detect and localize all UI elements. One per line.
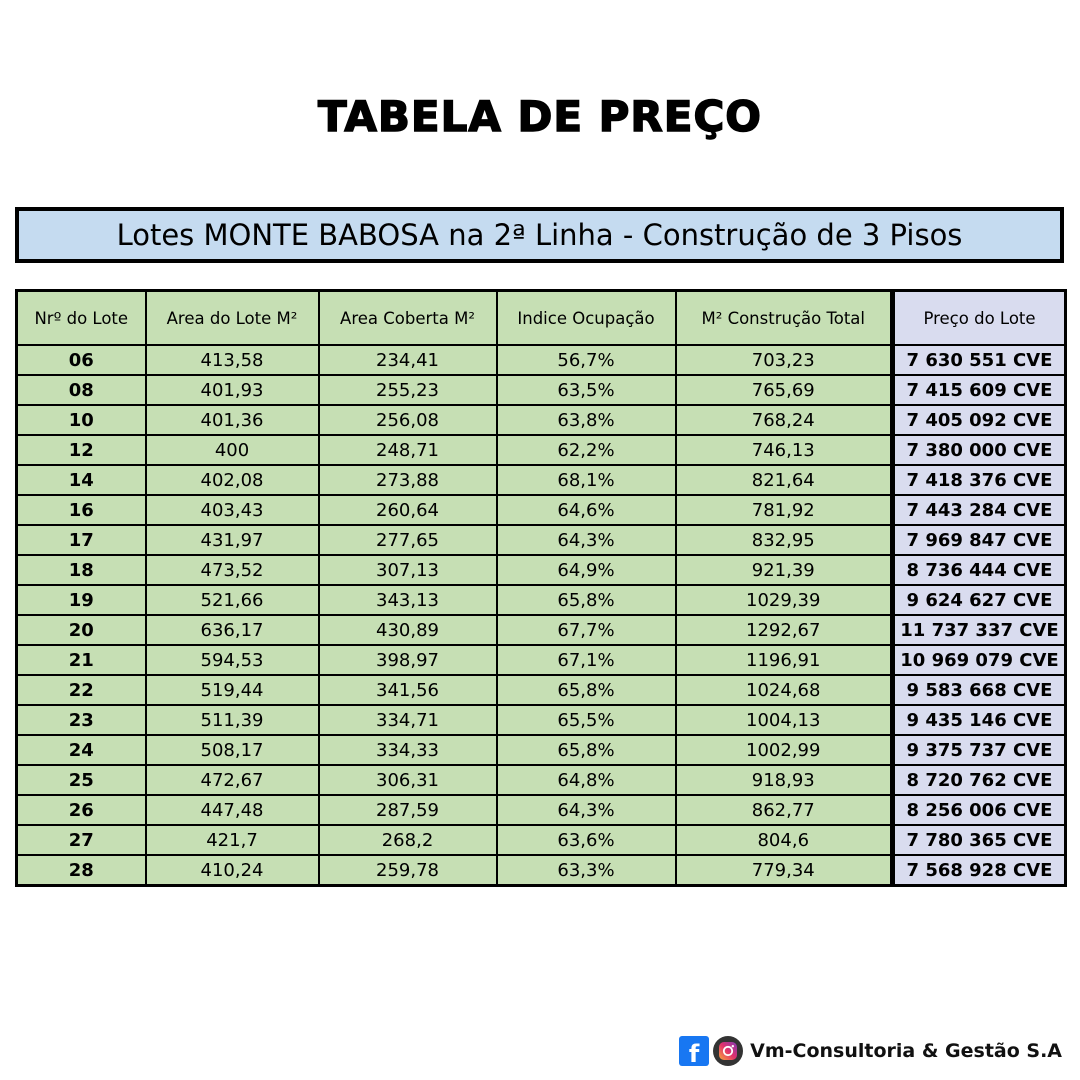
cell-indice-ocupacao: 65,5% [497, 705, 676, 735]
cell-area-lote: 413,58 [146, 345, 319, 375]
cell-area-coberta: 259,78 [319, 855, 497, 886]
instagram-icon[interactable] [713, 1036, 743, 1066]
cell-construcao-total: 746,13 [676, 435, 893, 465]
cell-lote: 18 [17, 555, 146, 585]
cell-lote: 22 [17, 675, 146, 705]
cell-indice-ocupacao: 64,8% [497, 765, 676, 795]
cell-area-coberta: 306,31 [319, 765, 497, 795]
cell-area-lote: 410,24 [146, 855, 319, 886]
cell-construcao-total: 832,95 [676, 525, 893, 555]
cell-area-coberta: 268,2 [319, 825, 497, 855]
cell-preco: 7 443 284 CVE [893, 495, 1066, 525]
table-row [17, 705, 1066, 735]
cell-area-coberta: 260,64 [319, 495, 497, 525]
cell-lote: 27 [17, 825, 146, 855]
cell-area-lote: 447,48 [146, 795, 319, 825]
table-row [17, 615, 1066, 645]
company-name: Vm-Consultoria & Gestão S.A [750, 1040, 1062, 1062]
table-row [17, 555, 1066, 585]
table-row [17, 465, 1066, 495]
cell-indice-ocupacao: 62,2% [497, 435, 676, 465]
cell-area-lote: 473,52 [146, 555, 319, 585]
table-row [17, 765, 1066, 795]
table-row [17, 375, 1066, 405]
cell-area-lote: 421,7 [146, 825, 319, 855]
cell-area-coberta: 273,88 [319, 465, 497, 495]
banner-title: Lotes MONTE BABOSA na 2ª Linha - Construção de 3 Pisos [116, 218, 963, 252]
table-row [17, 675, 1066, 705]
cell-lote: 20 [17, 615, 146, 645]
cell-area-coberta: 334,33 [319, 735, 497, 765]
cell-indice-ocupacao: 63,5% [497, 375, 676, 405]
cell-area-lote: 511,39 [146, 705, 319, 735]
cell-construcao-total: 768,24 [676, 405, 893, 435]
table-row [17, 435, 1066, 465]
cell-indice-ocupacao: 64,3% [497, 795, 676, 825]
cell-area-lote: 431,97 [146, 525, 319, 555]
cell-area-lote: 402,08 [146, 465, 319, 495]
price-table [15, 289, 1067, 887]
cell-indice-ocupacao: 65,8% [497, 585, 676, 615]
cell-indice-ocupacao: 63,6% [497, 825, 676, 855]
cell-indice-ocupacao: 56,7% [497, 345, 676, 375]
header-area-lote: Area do Lote M² [146, 291, 319, 346]
cell-area-coberta: 248,71 [319, 435, 497, 465]
cell-indice-ocupacao: 67,7% [497, 615, 676, 645]
cell-indice-ocupacao: 67,1% [497, 645, 676, 675]
cell-construcao-total: 821,64 [676, 465, 893, 495]
cell-area-lote: 400 [146, 435, 319, 465]
cell-lote: 17 [17, 525, 146, 555]
cell-construcao-total: 1024,68 [676, 675, 893, 705]
facebook-icon[interactable]: f [679, 1036, 709, 1066]
cell-area-lote: 401,93 [146, 375, 319, 405]
cell-area-lote: 519,44 [146, 675, 319, 705]
cell-construcao-total: 1002,99 [676, 735, 893, 765]
cell-indice-ocupacao: 64,3% [497, 525, 676, 555]
cell-preco: 9 583 668 CVE [893, 675, 1066, 705]
cell-area-coberta: 341,56 [319, 675, 497, 705]
table-row [17, 795, 1066, 825]
header-construcao-total: M² Construção Total [676, 291, 893, 346]
cell-indice-ocupacao: 65,8% [497, 735, 676, 765]
page-title: TABELA DE PREÇO [317, 92, 762, 141]
cell-preco: 8 256 006 CVE [893, 795, 1066, 825]
cell-area-lote: 508,17 [146, 735, 319, 765]
cell-indice-ocupacao: 64,6% [497, 495, 676, 525]
cell-construcao-total: 1292,67 [676, 615, 893, 645]
cell-area-coberta: 287,59 [319, 795, 497, 825]
header-indice-ocupacao: Indice Ocupação [497, 291, 676, 346]
cell-preco: 8 736 444 CVE [893, 555, 1066, 585]
table-row [17, 735, 1066, 765]
cell-lote: 14 [17, 465, 146, 495]
table-row [17, 585, 1066, 615]
cell-area-coberta: 277,65 [319, 525, 497, 555]
cell-lote: 08 [17, 375, 146, 405]
cell-area-coberta: 255,23 [319, 375, 497, 405]
cell-preco: 8 720 762 CVE [893, 765, 1066, 795]
cell-construcao-total: 1196,91 [676, 645, 893, 675]
cell-lote: 06 [17, 345, 146, 375]
cell-area-coberta: 234,41 [319, 345, 497, 375]
cell-area-lote: 401,36 [146, 405, 319, 435]
cell-preco: 7 415 609 CVE [893, 375, 1066, 405]
cell-area-coberta: 398,97 [319, 645, 497, 675]
cell-indice-ocupacao: 63,3% [497, 855, 676, 886]
cell-preco: 7 405 092 CVE [893, 405, 1066, 435]
cell-lote: 28 [17, 855, 146, 886]
cell-area-lote: 403,43 [146, 495, 319, 525]
table-row [17, 495, 1066, 525]
cell-preco: 7 630 551 CVE [893, 345, 1066, 375]
footer [679, 1035, 1062, 1067]
cell-construcao-total: 1029,39 [676, 585, 893, 615]
cell-preco: 7 969 847 CVE [893, 525, 1066, 555]
cell-lote: 21 [17, 645, 146, 675]
cell-area-coberta: 256,08 [319, 405, 497, 435]
table-row [17, 345, 1066, 375]
cell-construcao-total: 918,93 [676, 765, 893, 795]
cell-lote: 12 [17, 435, 146, 465]
cell-indice-ocupacao: 68,1% [497, 465, 676, 495]
cell-preco: 7 418 376 CVE [893, 465, 1066, 495]
cell-construcao-total: 862,77 [676, 795, 893, 825]
cell-lote: 24 [17, 735, 146, 765]
cell-preco: 7 568 928 CVE [893, 855, 1066, 886]
cell-construcao-total: 781,92 [676, 495, 893, 525]
cell-indice-ocupacao: 65,8% [497, 675, 676, 705]
cell-preco: 9 435 146 CVE [893, 705, 1066, 735]
cell-preco: 7 780 365 CVE [893, 825, 1066, 855]
cell-indice-ocupacao: 64,9% [497, 555, 676, 585]
cell-construcao-total: 921,39 [676, 555, 893, 585]
cell-construcao-total: 703,23 [676, 345, 893, 375]
cell-preco: 11 737 337 CVE [893, 615, 1066, 645]
cell-lote: 25 [17, 765, 146, 795]
cell-construcao-total: 1004,13 [676, 705, 893, 735]
table-header-row [17, 291, 1066, 346]
cell-preco: 9 624 627 CVE [893, 585, 1066, 615]
cell-construcao-total: 779,34 [676, 855, 893, 886]
cell-construcao-total: 804,6 [676, 825, 893, 855]
cell-construcao-total: 765,69 [676, 375, 893, 405]
cell-area-coberta: 307,13 [319, 555, 497, 585]
table-row [17, 525, 1066, 555]
cell-lote: 26 [17, 795, 146, 825]
cell-area-lote: 521,66 [146, 585, 319, 615]
header-preco: Preço do Lote [893, 291, 1066, 346]
cell-preco: 9 375 737 CVE [893, 735, 1066, 765]
cell-lote: 23 [17, 705, 146, 735]
table-row [17, 825, 1066, 855]
table-body [17, 345, 1066, 886]
cell-lote: 19 [17, 585, 146, 615]
cell-preco: 10 969 079 CVE [893, 645, 1066, 675]
table-row [17, 405, 1066, 435]
header-lote: Nrº do Lote [17, 291, 146, 346]
cell-area-coberta: 343,13 [319, 585, 497, 615]
cell-area-lote: 472,67 [146, 765, 319, 795]
cell-area-coberta: 334,71 [319, 705, 497, 735]
cell-area-coberta: 430,89 [319, 615, 497, 645]
cell-indice-ocupacao: 63,8% [497, 405, 676, 435]
cell-preco: 7 380 000 CVE [893, 435, 1066, 465]
cell-area-lote: 594,53 [146, 645, 319, 675]
cell-area-lote: 636,17 [146, 615, 319, 645]
cell-lote: 10 [17, 405, 146, 435]
table-row [17, 645, 1066, 675]
table-row [17, 855, 1066, 886]
table-banner [15, 207, 1064, 263]
header-area-coberta: Area Coberta M² [319, 291, 497, 346]
cell-lote: 16 [17, 495, 146, 525]
